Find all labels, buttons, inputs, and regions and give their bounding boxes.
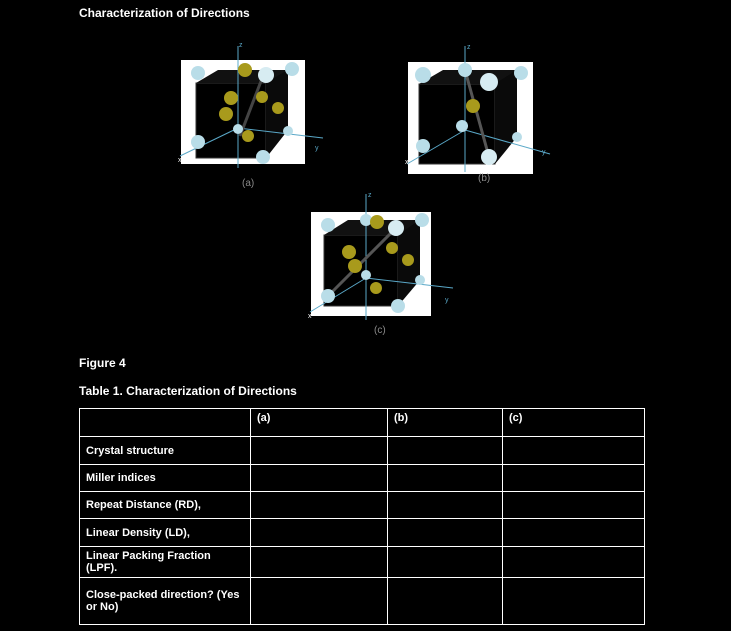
- figure-label: Figure 4: [79, 356, 126, 370]
- table-cell: [503, 547, 645, 578]
- table-row: [80, 492, 645, 519]
- table-cell: [503, 578, 645, 625]
- axis-y-label: y: [542, 149, 546, 156]
- bcc-unit-cell-b: [405, 42, 555, 182]
- table-cell: [503, 519, 645, 547]
- axis-x-label: x: [405, 159, 409, 166]
- table-title: Table 1. Characterization of Directions: [79, 384, 297, 398]
- table-row: [80, 519, 645, 547]
- table-row: [80, 465, 645, 492]
- table-cell: [503, 437, 645, 465]
- fcc-unit-cell-c: [308, 190, 458, 325]
- axis-z-label: z: [368, 192, 372, 199]
- axis-x-label: x: [308, 313, 312, 320]
- figure-b: [405, 42, 555, 182]
- table-cell: [388, 519, 503, 547]
- row-label: Linear Density (LD),: [80, 519, 251, 547]
- table-cell: [251, 519, 388, 547]
- table-cell: [251, 492, 388, 519]
- axis-y-label: y: [315, 145, 319, 152]
- table-cell: [251, 437, 388, 465]
- figure-a-caption: (a): [242, 178, 255, 189]
- row-label: Linear Packing Fraction (LPF).: [80, 547, 251, 578]
- table-cell: [388, 437, 503, 465]
- axis-x-label: x: [178, 157, 182, 164]
- table-cell: [388, 547, 503, 578]
- directions-table: [79, 408, 645, 625]
- table-header-cell: (b): [388, 409, 503, 437]
- table-cell: [503, 492, 645, 519]
- table-row: [80, 578, 645, 625]
- figure-b-caption: (b): [478, 173, 491, 184]
- figure-c-caption: (c): [374, 325, 386, 336]
- table-cell: [388, 578, 503, 625]
- fcc-unit-cell-a: [178, 38, 328, 188]
- table-header-row: [80, 409, 645, 437]
- figure-c: [308, 190, 458, 325]
- axis-y-label: y: [445, 297, 449, 304]
- axis-z-label: z: [239, 42, 243, 49]
- figure-a: [178, 38, 328, 188]
- page-title: Characterization of Directions: [79, 6, 250, 20]
- table-cell: [251, 465, 388, 492]
- table-cell: [388, 465, 503, 492]
- table-row: [80, 547, 645, 578]
- table-header-cell: (a): [251, 409, 388, 437]
- row-label: Close-packed direction? (Yes or No): [80, 578, 251, 625]
- table-cell: [388, 492, 503, 519]
- row-label: Crystal structure: [80, 437, 251, 465]
- table-cell: [251, 578, 388, 625]
- table-row: [80, 437, 645, 465]
- table-cell: [503, 465, 645, 492]
- table-header-cell: (c): [503, 409, 645, 437]
- row-label: Repeat Distance (RD),: [80, 492, 251, 519]
- table-header-cell: [80, 409, 251, 437]
- axis-z-label: z: [467, 44, 471, 51]
- table-cell: [251, 547, 388, 578]
- row-label: Miller indices: [80, 465, 251, 492]
